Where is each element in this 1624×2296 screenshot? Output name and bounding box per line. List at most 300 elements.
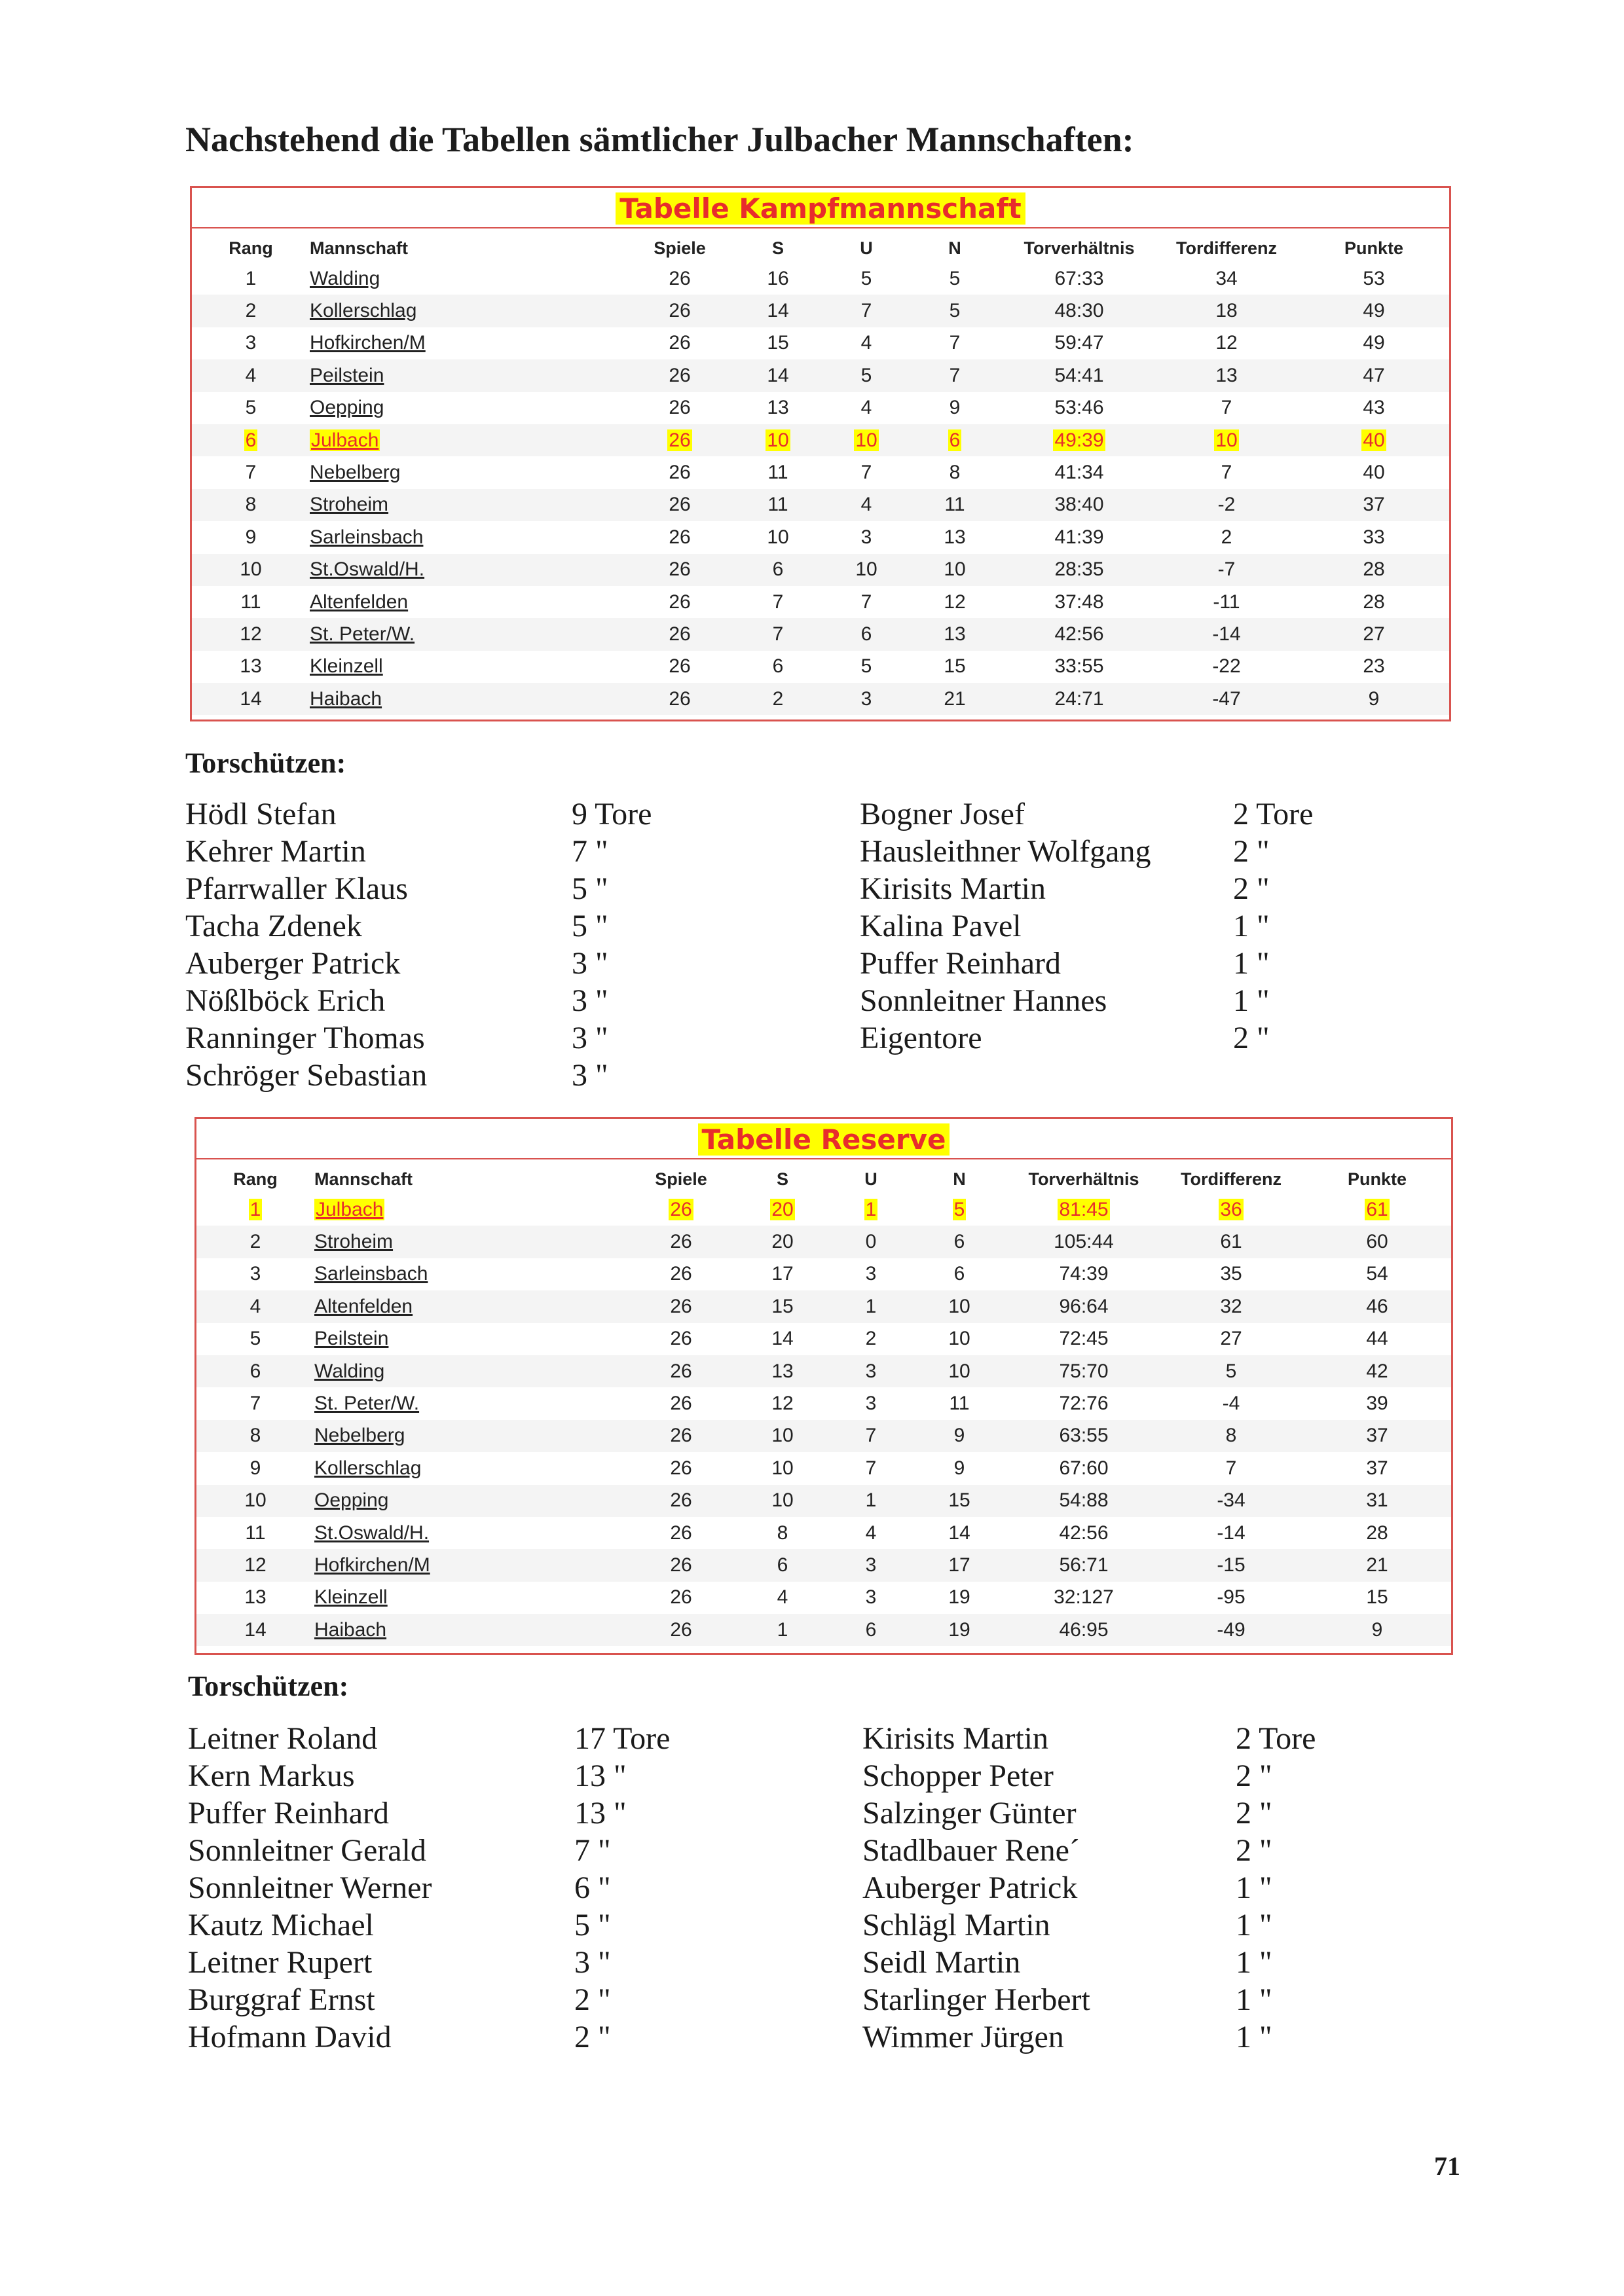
- cell-value: 4: [860, 494, 872, 516]
- table-cell: [733, 1517, 832, 1549]
- cell-value: 14: [767, 364, 789, 386]
- cell-value: 7: [860, 462, 872, 484]
- cell-value: 6: [865, 1618, 877, 1641]
- table-cell: [906, 489, 1004, 521]
- table-cell: [1004, 489, 1154, 521]
- cell-value: 56:71: [1059, 1554, 1109, 1576]
- table-cell: [1154, 392, 1299, 424]
- table-cell: [631, 327, 729, 359]
- scorer-name: Kirisits Martin: [862, 1721, 1048, 1756]
- table-cell: [631, 456, 729, 488]
- column-header: Punkte: [1347, 1169, 1407, 1189]
- scorer-name: Puffer Reinhard: [860, 946, 1061, 981]
- scorer-goals: 2 ": [1236, 1833, 1272, 1868]
- cell-value: 37: [1366, 1457, 1388, 1479]
- table-cell: [196, 1452, 314, 1484]
- scorers-heading: Torschützen:: [188, 1670, 349, 1702]
- table-cell: [1004, 618, 1154, 650]
- cell-value: 7: [249, 1393, 261, 1415]
- cell-value: 3: [249, 1263, 261, 1285]
- scorer-goals: 1 ": [1233, 983, 1270, 1018]
- table-cell: [192, 456, 310, 488]
- column-header: Mannschaft: [314, 1169, 413, 1189]
- cell-value: 10: [1215, 429, 1238, 451]
- scorer-row: [188, 1832, 777, 1869]
- table-cell: [733, 1452, 832, 1484]
- cell-value: 37:48: [1054, 591, 1104, 613]
- team-link: Walding: [314, 1360, 385, 1382]
- scorer-name: Schlägl Martin: [862, 1908, 1050, 1942]
- team-name-cell: [314, 1485, 629, 1517]
- team-link: Kollerschlag: [310, 300, 417, 322]
- cell-value: 3: [865, 1263, 877, 1285]
- table-cell: [1159, 1387, 1303, 1419]
- cell-value: 5: [249, 1328, 261, 1350]
- table-cell: [1159, 1355, 1303, 1387]
- cell-value: 9: [245, 526, 257, 548]
- cell-value: 7: [860, 591, 872, 613]
- table-row: [196, 1290, 1451, 1322]
- scorer-goals: 17 Tore: [574, 1721, 671, 1756]
- cell-value: 7: [949, 364, 961, 386]
- cell-value: 14: [771, 1328, 794, 1350]
- cell-value: 26: [669, 429, 691, 451]
- column-header: Spiele: [655, 1169, 707, 1189]
- scorer-name: Puffer Reinhard: [188, 1796, 390, 1831]
- table-cell: [192, 618, 310, 650]
- table-cell: [1303, 1226, 1451, 1258]
- team-name-cell: [310, 521, 631, 553]
- table-cell: [1008, 1290, 1159, 1322]
- cell-value: 54: [1366, 1263, 1388, 1285]
- table-cell: [733, 1420, 832, 1452]
- cell-value: 9: [949, 397, 961, 419]
- scorer-row: [185, 945, 775, 982]
- cell-value: 13: [944, 526, 966, 548]
- table-cell: [832, 1290, 910, 1322]
- table-cell: [729, 683, 827, 715]
- scorer-name: Kern Markus: [188, 1758, 355, 1793]
- cell-value: 4: [777, 1586, 788, 1609]
- cell-value: 5: [1225, 1360, 1237, 1382]
- team-link: Stroheim: [314, 1231, 394, 1253]
- table-cell: [631, 521, 729, 553]
- team-link: St.Oswald/H.: [310, 558, 425, 581]
- team-name-cell: [314, 1290, 629, 1322]
- column-header: S: [776, 1169, 788, 1189]
- table-cell: [631, 359, 729, 392]
- cell-value: 26: [670, 1489, 692, 1512]
- table-cell: [910, 1387, 1008, 1419]
- table-cell: [1004, 359, 1154, 392]
- scorer-name: Schröger Sebastian: [185, 1058, 428, 1093]
- cell-value: 6: [249, 1360, 261, 1382]
- cell-value: 14: [767, 300, 789, 322]
- table-cell: [1008, 1614, 1159, 1646]
- table-cell: [631, 651, 729, 683]
- cell-value: 7: [1225, 1457, 1237, 1479]
- table-cell: [631, 424, 729, 456]
- table-cell: [906, 263, 1004, 295]
- scorer-name: Nößlböck Erich: [185, 983, 386, 1018]
- scorer-goals: 2 ": [574, 1982, 611, 2017]
- team-name-cell: [310, 554, 631, 586]
- table-cell: [1008, 1258, 1159, 1290]
- cell-value: 14: [244, 1618, 267, 1641]
- cell-value: 44: [1366, 1328, 1388, 1350]
- cell-value: 1: [865, 1489, 877, 1512]
- team-name-cell: [310, 392, 631, 424]
- table-cell: [910, 1614, 1008, 1646]
- cell-value: 15: [948, 1489, 970, 1512]
- scorer-goals: 1 ": [1233, 946, 1270, 981]
- table-cell: [910, 1290, 1008, 1322]
- table-cell: [1159, 1452, 1303, 1484]
- scorer-row: [862, 1981, 1452, 2018]
- scorer-row: [188, 1944, 777, 1981]
- cell-value: 10: [948, 1360, 970, 1382]
- table-cell: [832, 1549, 910, 1581]
- team-link: Altenfelden: [314, 1295, 413, 1317]
- cell-value: 40: [1363, 429, 1385, 451]
- column-header: Tordifferenz: [1176, 238, 1277, 258]
- table-cell: [1154, 651, 1299, 683]
- cell-value: 42: [1366, 1360, 1388, 1382]
- scorer-goals: 13 ": [574, 1796, 627, 1831]
- scorer-goals: 2 ": [1233, 1021, 1270, 1055]
- table-row: [192, 554, 1449, 586]
- cell-value: 7: [772, 623, 784, 645]
- table-cell: [196, 1582, 314, 1614]
- table-cell: [910, 1582, 1008, 1614]
- team-link: Haibach: [310, 687, 382, 710]
- cell-value: -7: [1217, 558, 1236, 581]
- table-row: [192, 586, 1449, 618]
- scorer-name: Hödl Stefan: [185, 797, 337, 831]
- cell-value: 7: [1221, 397, 1232, 419]
- table-cell: [827, 295, 906, 327]
- cell-value: 10: [855, 558, 877, 581]
- cell-value: 2: [865, 1328, 877, 1350]
- page-heading: Nachstehend die Tabellen sämtlicher Julbacher Mannschaften:: [185, 120, 1134, 159]
- page-number: 71: [1434, 2151, 1460, 2181]
- table-row: [192, 295, 1449, 327]
- cell-value: 12: [244, 1554, 267, 1576]
- scorer-row: [188, 1757, 777, 1795]
- cell-value: 24:71: [1054, 687, 1104, 710]
- scorer-name: Leitner Rupert: [188, 1945, 373, 1980]
- table-cell: [910, 1258, 1008, 1290]
- table-cell: [1303, 1517, 1451, 1549]
- cell-value: 11: [944, 494, 965, 516]
- table-cell: [827, 554, 906, 586]
- cell-value: 13: [244, 1586, 267, 1609]
- column-header: N: [953, 1169, 966, 1189]
- table-cell: [832, 1194, 910, 1226]
- table-cell: [629, 1420, 733, 1452]
- scorers-heading: Torschützen:: [185, 747, 346, 779]
- team-link: St.Oswald/H.: [314, 1522, 430, 1544]
- table-cell: [832, 1485, 910, 1517]
- scorer-name: Seidl Martin: [862, 1945, 1021, 1980]
- table-cell: [1154, 554, 1299, 586]
- table-row: [196, 1258, 1451, 1290]
- scorer-row: [188, 1906, 777, 1944]
- cell-value: 1: [865, 1198, 877, 1220]
- scorer-row: [185, 1057, 775, 1094]
- table-cell: [1159, 1549, 1303, 1581]
- scorer-goals: 2 ": [574, 2020, 611, 2054]
- cell-value: 72:76: [1059, 1393, 1109, 1415]
- table-cell: [1008, 1452, 1159, 1484]
- cell-value: 10: [948, 1295, 970, 1317]
- scorer-goals: 2 ": [1233, 834, 1270, 869]
- table-cell: [629, 1194, 733, 1226]
- table-cell: [906, 521, 1004, 553]
- table-cell: [827, 521, 906, 553]
- cell-value: 10: [771, 1425, 794, 1447]
- column-header: Spiele: [654, 238, 706, 258]
- table-cell: [827, 392, 906, 424]
- table-cell: [906, 586, 1004, 618]
- cell-value: 9: [1368, 687, 1380, 710]
- table-cell: [629, 1517, 733, 1549]
- cell-value: 13: [767, 397, 789, 419]
- table-cell: [827, 456, 906, 488]
- scorer-goals: 3 ": [574, 1945, 611, 1980]
- team-link: Sarleinsbach: [314, 1263, 428, 1285]
- scorer-name: Wimmer Jürgen: [862, 2020, 1064, 2054]
- table-cell: [192, 651, 310, 683]
- cell-value: 26: [670, 1393, 692, 1415]
- cell-value: -15: [1217, 1554, 1246, 1576]
- table-cell: [1303, 1549, 1451, 1581]
- cell-value: 7: [860, 300, 872, 322]
- cell-value: 6: [772, 655, 784, 678]
- scorer-name: Schopper Peter: [862, 1758, 1054, 1793]
- scorer-goals: 3 ": [572, 1058, 608, 1093]
- cell-value: 14: [948, 1522, 970, 1544]
- standings-table-reserve: [194, 1117, 1453, 1655]
- cell-value: 43: [1363, 397, 1385, 419]
- scorer-row: [862, 1944, 1452, 1981]
- cell-value: 41:39: [1054, 526, 1104, 548]
- table-cell: [827, 424, 906, 456]
- cell-value: 5: [245, 397, 257, 419]
- table-cell: [192, 489, 310, 521]
- scorer-goals: 2 Tore: [1233, 797, 1314, 831]
- table-cell: [906, 295, 1004, 327]
- cell-value: -95: [1217, 1586, 1246, 1609]
- table-row: [192, 618, 1449, 650]
- team-link: St. Peter/W.: [314, 1393, 420, 1415]
- table-cell: [729, 618, 827, 650]
- cell-value: 75:70: [1059, 1360, 1109, 1382]
- team-link: Walding: [310, 267, 380, 289]
- scorer-row: [185, 870, 775, 907]
- cell-value: 26: [669, 267, 691, 289]
- table-cell: [1303, 1355, 1451, 1387]
- table-cell: [631, 683, 729, 715]
- cell-value: 28: [1366, 1522, 1388, 1544]
- column-header: Torverhältnis: [1024, 238, 1135, 258]
- cell-value: 28: [1363, 558, 1385, 581]
- scorer-row: [185, 1019, 775, 1057]
- cell-value: 26: [669, 300, 691, 322]
- table-cell: [1008, 1420, 1159, 1452]
- team-name-cell: [310, 295, 631, 327]
- cell-value: 26: [670, 1328, 692, 1350]
- table-cell: [729, 263, 827, 295]
- cell-value: 40: [1363, 462, 1385, 484]
- table-cell: [827, 683, 906, 715]
- table-cell: [1004, 424, 1154, 456]
- team-name-cell: [314, 1614, 629, 1646]
- scorer-name: Stadlbauer Rene´: [862, 1833, 1080, 1868]
- cell-value: 54:41: [1054, 364, 1104, 386]
- table-cell: [631, 263, 729, 295]
- table-cell: [196, 1258, 314, 1290]
- table-cell: [1154, 424, 1299, 456]
- scorer-row: [188, 1720, 777, 1757]
- column-header: S: [771, 238, 784, 258]
- table-cell: [1004, 392, 1154, 424]
- table-cell: [629, 1290, 733, 1322]
- scorer-goals: 5 ": [574, 1908, 611, 1942]
- table-cell: [1159, 1517, 1303, 1549]
- table-cell: [1008, 1194, 1159, 1226]
- scorer-name: Starlinger Herbert: [862, 1982, 1090, 2017]
- table-cell: [1299, 295, 1449, 327]
- cell-value: 26: [669, 623, 691, 645]
- table-cell: [629, 1258, 733, 1290]
- cell-value: 6: [772, 558, 784, 581]
- scorer-name: Sonnleitner Werner: [188, 1870, 432, 1905]
- table-cell: [1299, 521, 1449, 553]
- cell-value: 6: [953, 1231, 965, 1253]
- scorer-row: [860, 982, 1449, 1019]
- table-row: [196, 1549, 1451, 1581]
- cell-value: 11: [240, 591, 261, 613]
- table-cell: [906, 651, 1004, 683]
- cell-value: 18: [1215, 300, 1238, 322]
- cell-value: 26: [670, 1522, 692, 1544]
- cell-value: 8: [1225, 1425, 1237, 1447]
- scorer-name: Leitner Roland: [188, 1721, 378, 1756]
- table-cell: [1004, 327, 1154, 359]
- team-link: Julbach: [311, 429, 379, 451]
- table-cell: [729, 295, 827, 327]
- cell-value: 26: [670, 1263, 692, 1285]
- table-cell: [906, 618, 1004, 650]
- table-cell: [1159, 1614, 1303, 1646]
- table-cell: [1154, 521, 1299, 553]
- cell-value: 5: [949, 267, 961, 289]
- table-cell: [631, 618, 729, 650]
- cell-value: 3: [860, 526, 872, 548]
- table-cell: [1303, 1290, 1451, 1322]
- table-cell: [1303, 1194, 1451, 1226]
- cell-value: 8: [777, 1522, 788, 1544]
- table-cell: [629, 1485, 733, 1517]
- table-title: Tabelle Kampfmannschaft: [616, 192, 1025, 225]
- table-cell: [1303, 1614, 1451, 1646]
- cell-value: 21: [1366, 1554, 1388, 1576]
- divider: [196, 1158, 1451, 1159]
- cell-value: 26: [670, 1231, 692, 1253]
- table-cell: [1299, 392, 1449, 424]
- team-link: Kollerschlag: [314, 1457, 422, 1479]
- cell-value: 96:64: [1059, 1295, 1109, 1317]
- cell-value: 6: [953, 1263, 965, 1285]
- cell-value: 26: [669, 332, 691, 354]
- table-cell: [196, 1194, 314, 1226]
- table-cell: [192, 683, 310, 715]
- cell-value: 35: [1220, 1263, 1242, 1285]
- table-cell: [729, 651, 827, 683]
- cell-value: 7: [772, 591, 784, 613]
- cell-value: 19: [948, 1618, 970, 1641]
- table-cell: [196, 1517, 314, 1549]
- cell-value: 6: [949, 429, 961, 451]
- cell-value: 9: [953, 1425, 965, 1447]
- table-cell: [1299, 554, 1449, 586]
- scorer-row: [860, 870, 1449, 907]
- cell-value: 37: [1366, 1425, 1388, 1447]
- table-row: [196, 1226, 1451, 1258]
- scorer-goals: 6 ": [574, 1870, 611, 1905]
- cell-value: 7: [865, 1457, 877, 1479]
- table-cell: [1303, 1485, 1451, 1517]
- divider: [192, 227, 1449, 228]
- table-cell: [1008, 1387, 1159, 1419]
- scorer-name: Ranninger Thomas: [185, 1021, 425, 1055]
- table-cell: [827, 651, 906, 683]
- cell-value: 26: [670, 1554, 692, 1576]
- cell-value: 4: [249, 1295, 261, 1317]
- cell-value: 26: [669, 462, 691, 484]
- cell-value: 67:33: [1054, 267, 1104, 289]
- cell-value: 10: [767, 526, 789, 548]
- table-cell: [1004, 683, 1154, 715]
- cell-value: 4: [865, 1522, 877, 1544]
- scorer-name: Kirisits Martin: [860, 871, 1046, 906]
- table-row: [192, 263, 1449, 295]
- table-cell: [1303, 1452, 1451, 1484]
- cell-value: 10: [948, 1328, 970, 1350]
- table-cell: [196, 1226, 314, 1258]
- cell-value: 26: [669, 397, 691, 419]
- table-cell: [1303, 1323, 1451, 1355]
- table-cell: [729, 489, 827, 521]
- table-cell: [832, 1452, 910, 1484]
- cell-value: 48:30: [1054, 300, 1104, 322]
- team-name-cell: [314, 1194, 629, 1226]
- cell-value: -22: [1212, 655, 1241, 678]
- column-header: U: [864, 1169, 877, 1189]
- cell-value: 4: [245, 364, 257, 386]
- cell-value: 46:95: [1059, 1618, 1109, 1641]
- table-cell: [192, 359, 310, 392]
- team-link: Peilstein: [314, 1328, 389, 1350]
- cell-value: 72:45: [1059, 1328, 1109, 1350]
- cell-value: 10: [855, 429, 877, 451]
- scorer-goals: 1 ": [1236, 1982, 1272, 2017]
- table-row: [196, 1485, 1451, 1517]
- scorer-row: [188, 2018, 777, 2056]
- cell-value: 5: [860, 364, 872, 386]
- table-cell: [1159, 1226, 1303, 1258]
